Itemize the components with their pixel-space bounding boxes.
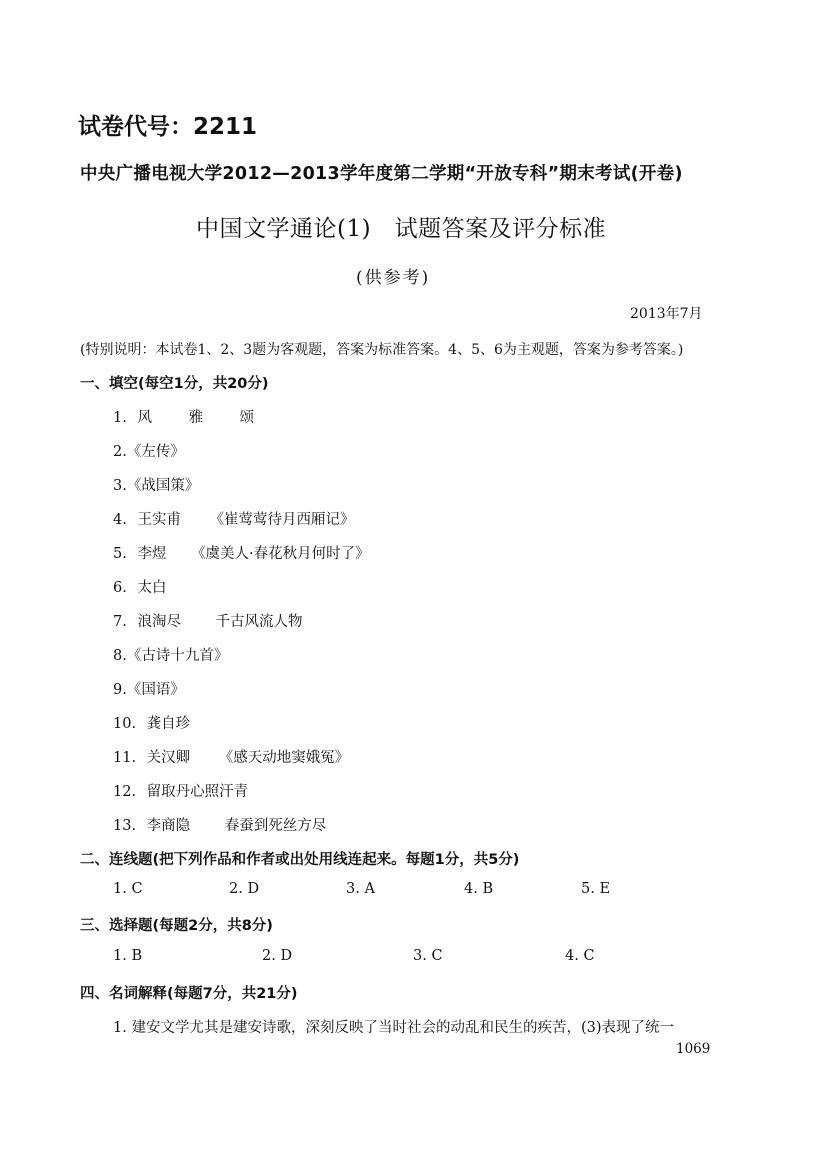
list-item [113, 746, 349, 767]
section-heading-terms: 四、名词解释(每题7分，共21分) [80, 986, 298, 1002]
item-number: 6. [113, 580, 127, 596]
answer-text: 王实甫 [137, 512, 181, 528]
list-item [113, 440, 185, 461]
answer-text: 龚自珍 [146, 716, 191, 732]
page-number: 1069 [676, 1041, 711, 1057]
answer-text: 《古诗十九首》 [126, 648, 229, 664]
section-heading-choice: 三、选择题(每题2分，共8分) [80, 918, 273, 934]
answer-text: 颂 [239, 410, 255, 426]
answer-text: 风 [137, 410, 152, 426]
exam-header: 中央广播电视大学2012—2013学年度第二学期“开放专科”期末考试(开卷) [80, 164, 683, 184]
answer-text: 李商隐 [146, 818, 191, 834]
item-number: 5. [113, 546, 127, 562]
item-number: 2. [113, 444, 127, 460]
item-number: 8. [113, 648, 127, 664]
matching-answers [0, 881, 819, 903]
item-number: 12. [113, 784, 137, 800]
answer-value: 1. C [113, 881, 143, 897]
answer-value: 2. D [262, 948, 293, 964]
item-number: 10. [113, 716, 137, 732]
answer-text: 《虞美人·春花秋月何时了》 [191, 546, 370, 562]
list-item [113, 610, 303, 631]
answer-text: 《感天动地窦娥冤》 [218, 750, 350, 766]
answer-value: 5. E [581, 881, 611, 897]
answer-value: 3. C [413, 948, 443, 964]
item-number: 4. [113, 512, 127, 528]
item-number: 7. [113, 614, 127, 630]
answer-text: 浪淘尽 [137, 614, 181, 630]
list-item [113, 678, 185, 699]
item-number: 3. [113, 478, 127, 494]
answer-text: 李煜 [137, 546, 167, 562]
answer-text: 千古风流人物 [215, 614, 303, 630]
list-item [113, 712, 190, 733]
answer-text: 《战国策》 [126, 478, 200, 494]
choice-answers [0, 948, 819, 970]
special-note: (特别说明：本试卷1、2、3题为客观题，答案为标准答案。4、5、6为主观题，答案为参考答案。) [80, 342, 684, 358]
answer-value: 1. B [113, 948, 143, 964]
answer-value: 2. D [229, 881, 260, 897]
paper-code: 试卷代号：2211 [78, 114, 258, 140]
answer-value: 3. A [346, 881, 375, 897]
list-item [113, 576, 166, 597]
list-item [113, 542, 370, 563]
answer-text: 雅 [188, 410, 204, 426]
answer-text: 春蚕到死丝方尽 [224, 818, 327, 834]
exam-date: 2013年7月 [630, 306, 703, 322]
section-heading-matching: 二、连线题(把下列作品和作者或出处用线连起来。每题1分，共5分) [80, 852, 520, 868]
subtitle: (供参考) [356, 268, 431, 288]
answer-text: 《国语》 [126, 682, 185, 698]
list-item [113, 780, 248, 801]
term-explanation: 1. 建安文学尤其是建安诗歌，深刻反映了当时社会的动乱和民生的疾苦，(3)表现了统一 [113, 1020, 674, 1036]
item-number: 9. [113, 682, 127, 698]
item-number: 13. [113, 818, 137, 834]
item-number: 1. [113, 410, 127, 426]
list-item [113, 474, 199, 495]
answer-text: 留取丹心照汗青 [146, 784, 249, 800]
item-number: 11. [113, 750, 137, 766]
list-item [113, 644, 228, 665]
list-item [113, 508, 355, 529]
answer-text: 太白 [137, 580, 167, 596]
list-item [113, 406, 254, 427]
section-heading-fill-in: 一、填空(每空1分，共20分) [80, 376, 269, 392]
answer-text: 《崔莺莺待月西厢记》 [209, 512, 355, 528]
answer-text: 关汉卿 [146, 750, 191, 766]
answer-value: 4. C [565, 948, 595, 964]
page-title: 中国文学通论(1) 试题答案及评分标准 [196, 216, 607, 242]
answer-text: 《左传》 [126, 444, 185, 460]
list-item [113, 814, 326, 835]
answer-value: 4. B [464, 881, 494, 897]
